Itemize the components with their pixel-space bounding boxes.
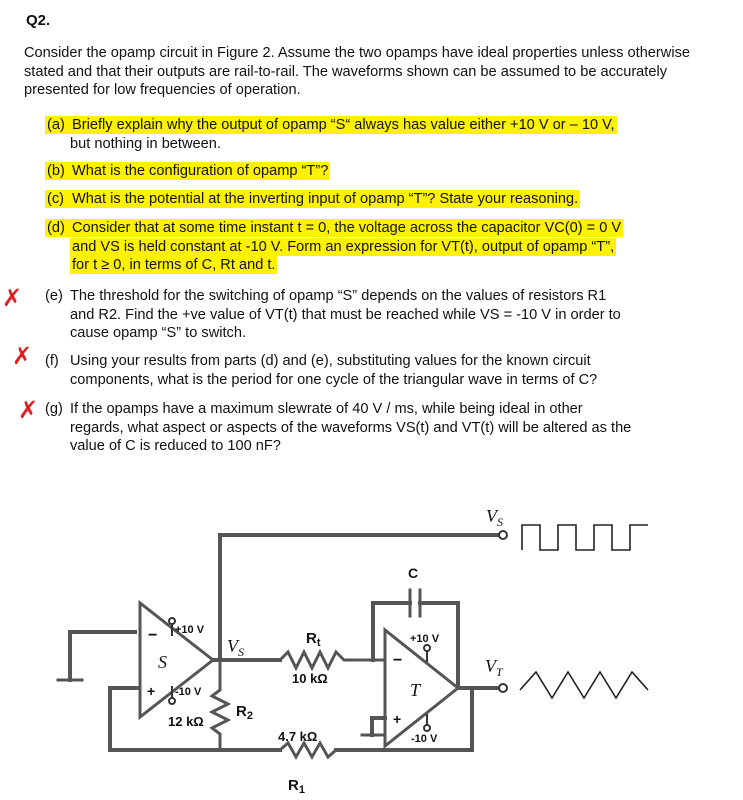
part-b xyxy=(45,162,695,181)
cross-mark-f: ✗ xyxy=(12,343,33,370)
part-b-text: What is the configuration of opamp “T”? xyxy=(72,163,329,179)
opamp-s-minus-sign: − xyxy=(148,627,158,644)
opamp-t-symbol xyxy=(385,630,458,746)
triangle-wave xyxy=(520,672,648,698)
r2-label: $R_2$ xyxy=(236,703,253,722)
left-ground-wire xyxy=(70,632,135,680)
part-g-line3: value of C is reduced to 100 nF? xyxy=(70,438,281,454)
vt-output-label: $V_T$ xyxy=(485,656,503,679)
part-g-line2: regards, what aspect or aspects of the waveforms VS(t) and VT(t) will be altered as the xyxy=(70,419,632,436)
part-e-line1: The threshold for the switching of opamp “S” depends on the values of resistors R1 xyxy=(70,288,607,304)
t-minus-rail-label: -10 V xyxy=(411,733,438,745)
opamp-t-plus-wire xyxy=(372,718,385,735)
resistor-r2 xyxy=(212,660,228,750)
rt-value: 10 kΩ xyxy=(292,671,328,686)
opamp-t-name: T xyxy=(410,680,421,700)
square-wave xyxy=(522,525,648,550)
part-e-line3: cause opamp “S” to switch. xyxy=(70,325,247,341)
s-minus-rail-label: -10 V xyxy=(175,686,202,698)
resistor-rt xyxy=(280,652,385,668)
part-f-label: (f) xyxy=(45,353,59,369)
part-g-line1: If the opamps have a maximum slewrate of 40 V / ms, while being ideal in other xyxy=(70,401,583,417)
part-f-line1: Using your results from parts (d) and (e), substituting values for the known circuit xyxy=(70,353,591,369)
opamp-t-minus-sign: − xyxy=(393,652,403,669)
part-a xyxy=(45,116,695,153)
part-a-text: Briefly explain why the output of opamp “S“ always has value either +10 V or – 10 V, xyxy=(72,117,615,133)
vs-terminal xyxy=(499,531,507,539)
t-plus-rail-node xyxy=(424,645,430,651)
s-plus-rail-label: +10 V xyxy=(175,624,205,636)
part-a-label: (a) xyxy=(47,117,65,133)
part-d-line2: and VS is held constant at -10 V. Form an expression for VT(t), output of opamp “T”, xyxy=(72,238,615,255)
part-e-line2: and R2. Find the +ve value of VT(t) that must be reached while VS = -10 V in order to xyxy=(70,306,621,323)
r2-value: 12 kΩ xyxy=(168,714,204,729)
t-plus-rail-label: +10 V xyxy=(410,633,440,645)
question-number: Q2. xyxy=(26,12,51,29)
part-a-cont: but nothing in between. xyxy=(70,135,221,152)
intro-paragraph: Consider the opamp circuit in Figure 2. Assume the two opamps have ideal properties unless otherwise stated and that their outputs are rail-to-rail. The waveforms shown can be assumed to be accurately presented for low frequencies of operation. xyxy=(24,45,690,98)
r1-label: $R_1$ xyxy=(288,777,305,796)
part-e-label: (e) xyxy=(45,288,63,304)
cross-mark-e: ✗ xyxy=(2,285,23,312)
opamp-s-symbol xyxy=(140,603,213,717)
vs-output-label: $V_S$ xyxy=(486,506,503,529)
opamp-s-plus-sign: + xyxy=(147,683,156,699)
part-d xyxy=(45,219,695,275)
vs-node-label: $V_S$ xyxy=(227,636,244,659)
part-b-label: (b) xyxy=(47,163,65,179)
rt-label: $R_t$ xyxy=(306,630,321,649)
opamp-t-plus-sign: + xyxy=(393,711,402,727)
part-c xyxy=(45,190,695,209)
vt-terminal xyxy=(499,684,507,692)
cross-mark-g: ✗ xyxy=(18,397,39,424)
part-f xyxy=(45,352,695,389)
r1-value: 4.7 kΩ xyxy=(278,729,318,744)
t-minus-rail-node xyxy=(424,725,430,731)
part-d-label: (d) xyxy=(47,220,65,236)
part-c-label: (c) xyxy=(47,191,65,207)
part-g-label: (g) xyxy=(45,401,63,417)
resistor-r1 xyxy=(280,743,336,757)
opamp-s-name: S xyxy=(158,652,167,672)
part-f-line2: components, what is the period for one cycle of the triangular wave in terms of C? xyxy=(70,371,598,388)
part-d-line1: Consider that at some time instant t = 0, the voltage across the capacitor VC(0) = 0 V xyxy=(72,220,622,236)
part-e xyxy=(45,287,695,343)
capacitor-label: C xyxy=(408,565,419,581)
circuit-diagram xyxy=(0,470,743,800)
s-minus-rail-node xyxy=(169,698,175,704)
part-d-line3: for t ≥ 0, in terms of C, Rt and t. xyxy=(72,257,276,273)
part-g xyxy=(45,400,695,456)
part-c-text: What is the potential at the inverting input of opamp “T”? State your reasoning. xyxy=(72,191,579,207)
